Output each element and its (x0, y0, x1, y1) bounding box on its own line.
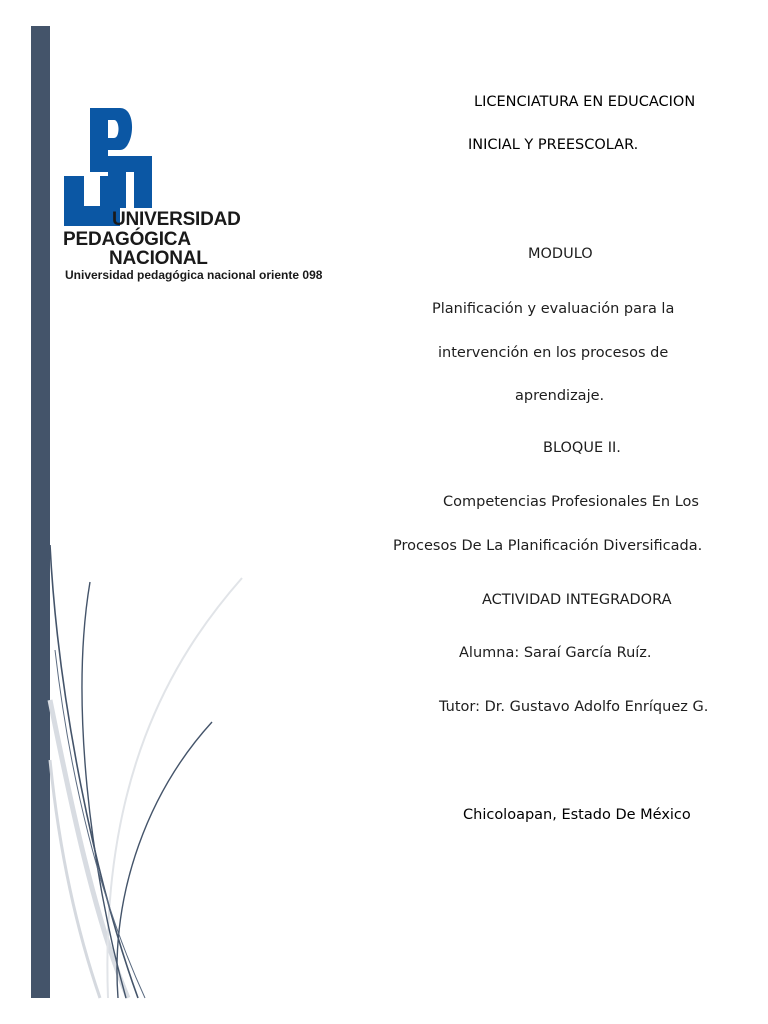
curve-dark-3 (117, 722, 212, 998)
student-name: Alumna: Saraí García Ruíz. (459, 645, 652, 661)
curve-light-2 (107, 578, 242, 998)
curve-dark-4 (55, 650, 145, 998)
logo-text-pedagogica: PEDAGÓGICA (63, 229, 191, 250)
logo-letter-n (108, 156, 152, 208)
topic-line2: Procesos De La Planificación Diversificada. (393, 538, 703, 554)
place: Chicoloapan, Estado De México (463, 807, 691, 823)
module-title-line2: intervención en los procesos de (438, 345, 669, 361)
program-title-line2: INICIAL Y PREESCOLAR. (468, 137, 639, 153)
logo-text-universidad: UNIVERSIDAD (112, 209, 241, 230)
topic-line1: Competencias Profesionales En Los (443, 494, 699, 510)
block-label: BLOQUE II. (543, 440, 621, 456)
activity-title: ACTIVIDAD INTEGRADORA (482, 592, 672, 608)
logo-text-nacional: NACIONAL (109, 248, 208, 269)
module-title-line3: aprendizaje. (515, 388, 605, 404)
tutor-name: Tutor: Dr. Gustavo Adolfo Enríquez G. (439, 699, 709, 715)
curve-light-3 (50, 760, 100, 998)
program-title-line1: LICENCIATURA EN EDUCACION (474, 94, 696, 110)
module-title-line1: Planificación y evaluación para la (432, 301, 675, 317)
module-label: MODULO (528, 246, 593, 262)
logo-subtitle: Universidad pedagógica nacional oriente 098 (65, 268, 323, 282)
